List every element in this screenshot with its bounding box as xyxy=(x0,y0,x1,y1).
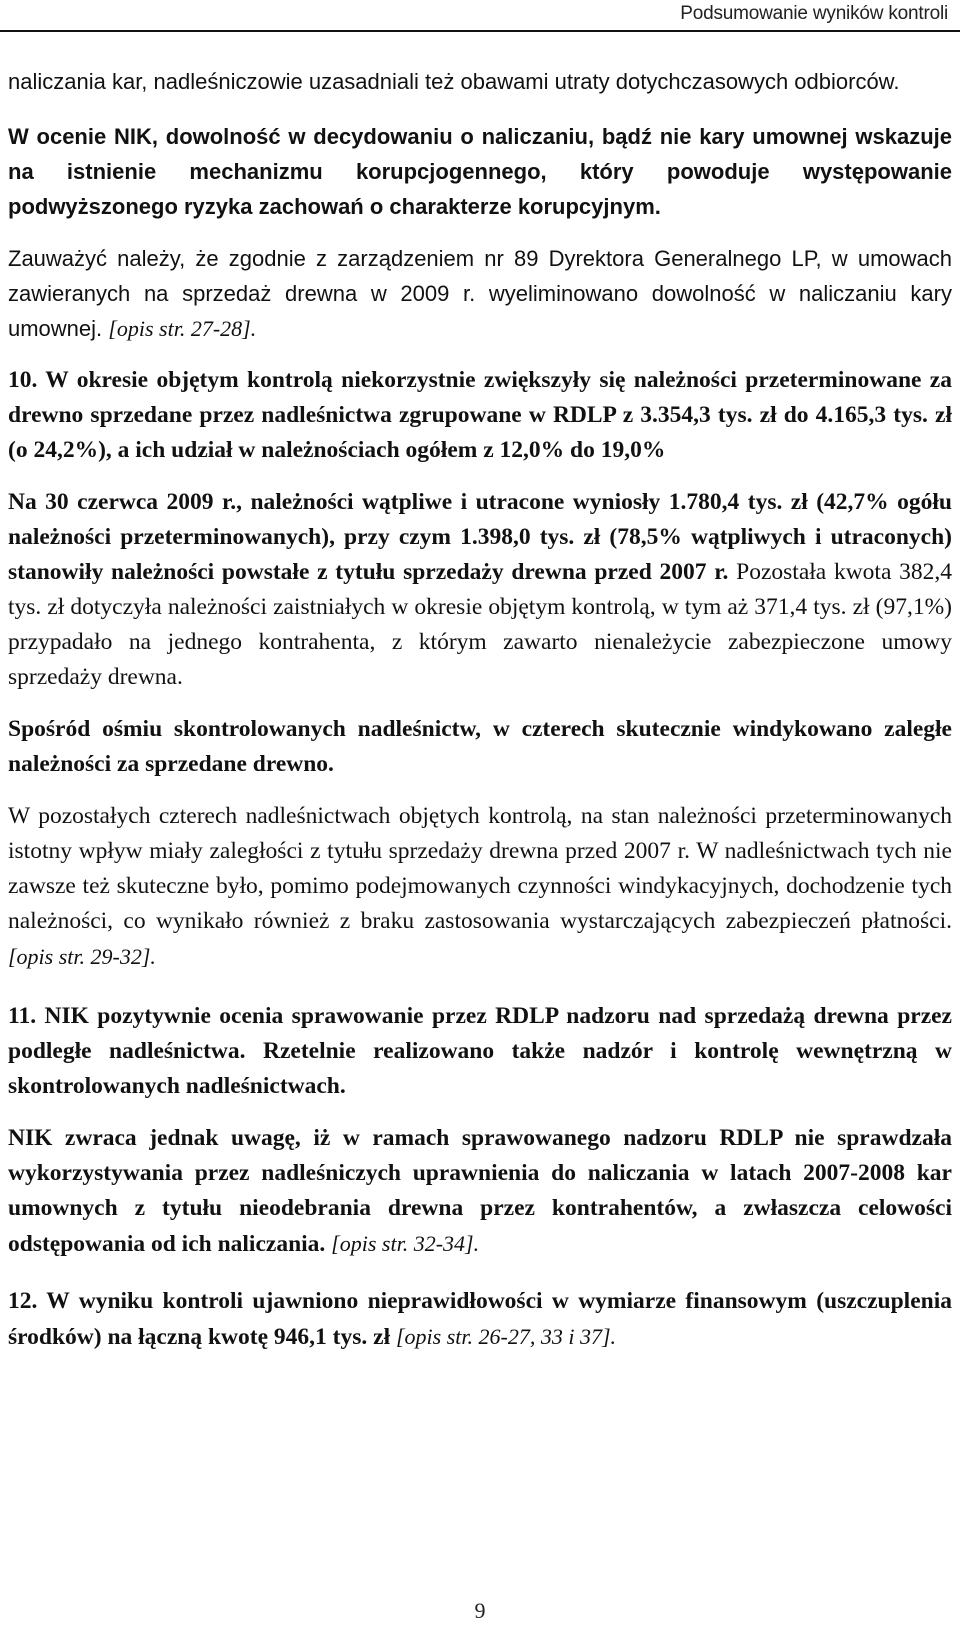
paragraph-3-reference: [opis str. 27-28]. xyxy=(108,316,257,341)
paragraph-6-text: Spośród ośmiu skontrolowanych nadleśnictw, w czterech skutecznie windykowano zaległe należności za sprzedane drewno. xyxy=(8,716,952,777)
paragraph-2-text: W ocenie NIK, dowolność w decydowaniu o naliczaniu, bądź nie kary umownej wskazuje na istnienie mechanizmu korupcjogennego, który powoduje występowanie podwyższonego ryzyka zachowań o charakterze korupcyjnym. xyxy=(8,124,952,219)
paragraph-5 xyxy=(8,485,952,695)
paragraph-5-bold: Na 30 czerwca 2009 r., należności wątpliwe i utracone wyniosły 1.780,4 tys. zł (42,7% ogółu należności przeterminowanych), przy czym 1.398,0 tys. zł (78,5% wątpliwych i utraconych) stanowiły należności powstałe z tytułu sprzedaży drewna przed 2007 r. xyxy=(8,489,952,585)
paragraph-10-text: 12. W wyniku kontroli ujawniono nieprawidłowości w wymiarze finansowym (uszczuplenia środków) na łączną kwotę 946,1 tys. zł xyxy=(8,1288,952,1350)
paragraph-1 xyxy=(8,64,952,99)
paragraph-9 xyxy=(8,1121,952,1262)
paragraph-10 xyxy=(8,1284,952,1355)
paragraph-4-text: 10. W okresie objętym kontrolą niekorzystnie zwiększyły się należności przeterminowane za drewno sprzedane przez nadleśnictwa zgrupowane w RDLP z 3.354,3 tys. zł do 4.165,3 tys. zł (o 24,2%), a ich udział w należnościach ogółem z 12,0% do 19,0% xyxy=(8,367,952,463)
paragraph-5-regular: Pozostała kwota 382,4 tys. zł dotyczyła należności zaistniałych w okresie objętym kontrolą, w tym aż 371,4 tys. zł (97,1%) przypadało na jednego kontrahenta, z którym zawarto nienależycie zabezpieczone umowy sprzedaży drewna. xyxy=(8,559,952,690)
paragraph-2 xyxy=(8,119,952,224)
paragraph-4 xyxy=(8,363,952,468)
paragraph-7 xyxy=(8,799,952,975)
paragraph-1-text: naliczania kar, nadleśniczowie uzasadniali też obawami utraty dotychczasowych odbiorców. xyxy=(8,69,900,94)
header-rule xyxy=(0,30,960,32)
paragraph-6 xyxy=(8,712,952,782)
page-number: 9 xyxy=(474,1598,486,1623)
paragraph-7-reference: [opis str. 29-32]. xyxy=(8,944,156,969)
paragraph-3 xyxy=(8,241,952,346)
paragraph-3-text: Zauważyć należy, że zgodnie z zarządzeniem nr 89 Dyrektora Generalnego LP, w umowach zawieranych na sprzedaż drewna w 2009 r. wyeliminowano dowolność w naliczaniu kary umownej. xyxy=(8,246,952,341)
page-header xyxy=(0,0,960,34)
paragraph-8-text: 11. NIK pozytywnie ocenia sprawowanie przez RDLP nadzoru nad sprzedażą drewna przez podległe nadleśnictwa. Rzetelnie realizowano także nadzór i kontrolę wewnętrzną w skontrolowanych nadleśnictwach. xyxy=(8,1003,952,1099)
paragraph-10-reference: [opis str. 26-27, 33 i 37]. xyxy=(395,1324,617,1349)
header-title: Podsumowanie wyników kontroli xyxy=(680,3,948,24)
paragraph-8 xyxy=(8,999,952,1104)
document-body xyxy=(8,64,952,1372)
paragraph-9-reference: [opis str. 32-34]. xyxy=(331,1231,480,1256)
paragraph-7-text: W pozostałych czterech nadleśnictwach objętych kontrolą, na stan należności przeterminowanych istotny wpływ miały zaległości z tytułu sprzedaży drewna przed 2007 r. W nadleśnictwach tych nie zawsze też skuteczne było, pomimo podejmowanych czynności windykacyjnych, dochodzenie tych należności, co wynikało również z braku zastosowania wystarczających zabezpieczeń płatności. xyxy=(8,803,952,934)
paragraph-9-text: NIK zwraca jednak uwagę, iż w ramach sprawowanego nadzoru RDLP nie sprawdzała wykorzystywania przez nadleśniczych uprawnienia do naliczania w latach 2007-2008 kar umownych z tytułu nieodebrania drewna przez kontrahentów, a zwłaszcza celowości odstępowania od ich naliczania. xyxy=(8,1125,952,1257)
